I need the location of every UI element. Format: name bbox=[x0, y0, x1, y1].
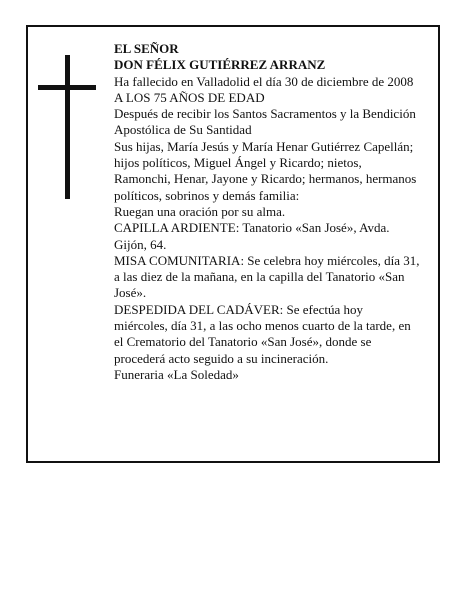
death-announcement: Ha fallecido en Valladolid el día 30 de diciembre de 2008 bbox=[114, 73, 414, 89]
prayer-request: Ruegan una oración por su alma. bbox=[114, 203, 286, 219]
deceased-name: DON FÉLIX GUTIÉRREZ ARRANZ bbox=[114, 57, 326, 73]
cross-icon bbox=[38, 55, 96, 199]
family-list: Sus hijas, María Jesús y María Henar Gutiérrez Capellán; hijos políticos, Miguel Ángel y Ricardo; nietos, Ramonchi, Henar, Jayone y Ricardo; hermanos, hermanos políticos, sobrinos y demás familia: bbox=[114, 138, 417, 203]
funeral-home: Funeraria «La Soledad» bbox=[114, 366, 239, 382]
mass-info: MISA COMUNITARIA: Se celebra hoy miércoles, día 31, a las diez de la mañana, en la capilla del Tanatorio «San José». bbox=[114, 252, 420, 301]
obituary-text bbox=[114, 41, 420, 383]
sacraments-line: Después de recibir los Santos Sacramentos y la Bendición Apostólica de Su Santidad bbox=[114, 106, 416, 138]
age-line: A LOS 75 AÑOS DE EDAD bbox=[114, 89, 265, 105]
cross-horizontal-bar bbox=[38, 85, 96, 90]
cross-vertical-bar bbox=[65, 55, 70, 199]
obituary-notice bbox=[26, 25, 440, 463]
chapel-info: CAPILLA ARDIENTE: Tanatorio «San José», Avda. Gijón, 64. bbox=[114, 220, 390, 252]
obituary-title: EL SEÑOR bbox=[114, 41, 179, 56]
farewell-info: DESPEDIDA DEL CADÁVER: Se efectúa hoy miércoles, día 31, a las ocho menos cuarto de la tarde, en el Crematorio del Tanatorio «San José», donde se procederá acto seguido a su incineración. bbox=[114, 301, 411, 366]
